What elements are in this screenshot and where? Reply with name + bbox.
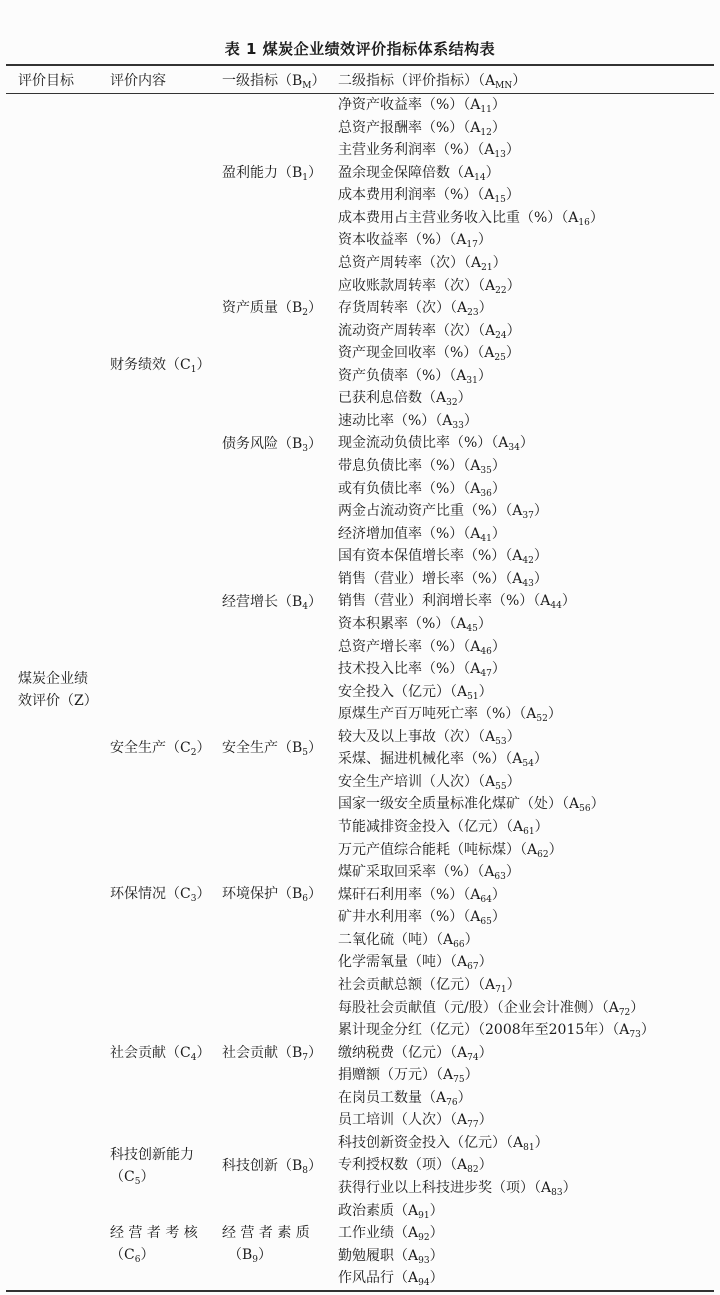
indicator-item: 节能减排资金投入（亿元）$(A_{61})$ [338,819,549,837]
indicator-item: 资本收益率$(\%)(A_{17})$ [338,232,492,251]
level1-cell: 安全生产$(B_5)$ [222,740,323,758]
indicator-item: 带息负债比率$(\%)(A_{35})$ [338,458,506,476]
indicator-item: 较大及以上事故（次）$(A_{53})$ [338,728,521,747]
indicator-item: 社会贡献总额（亿元）$(A_{71})$ [338,976,521,995]
indicator-item: 现金流动负债比率$(\%)(A_{34})$ [338,435,534,454]
indicator-item: 在岗员工数量$(A_{76})$ [338,1089,472,1108]
indicator-item: 专利授权数（项）$(A_{82})$ [338,1157,493,1176]
indicator-item: 科技创新资金投入（亿元）$(A_{81})$ [338,1134,549,1153]
level1-cell: 债务风险$(B_3)$ [222,436,323,454]
indicator-item: 资产现金回收率$(\%)(A_{25})$ [338,345,520,364]
indicator-item: 国家一级安全质量标准化煤矿（处）$(A_{56})$ [338,796,605,815]
indicator-item: 速动比率$(\%)(A_{33})$ [338,412,478,431]
indicator-item: 总资产增长率$(\%)(A_{46})$ [338,638,506,657]
indicator-item: 成本费用利润率$(\%)(A_{15})$ [338,187,520,206]
level1-cell: 科技创新$(B_8)$ [222,1158,323,1176]
content-cell: 财务绩效$(C_1)$ [110,357,211,375]
indicator-item: 净资产收益率$(\%)(A_{11})$ [338,97,506,115]
indicator-item: 勤勉履职$(A_{93})$ [338,1247,444,1266]
content-cell: 安全生产$(C_2)$ [110,740,211,758]
indicator-item: 资产负债率$(\%)(A_{31})$ [338,367,492,386]
indicator-item: 两金占流动资产比重$(\%)(A_{37})$ [338,503,548,522]
indicator-item: 已获利息倍数$(A_{32})$ [338,390,472,409]
indicator-item: 经济增加值率$(\%)(A_{41})$ [338,525,506,544]
indicator-item: 获得行业以上科技进步奖（项）$(A_{83})$ [338,1180,577,1198]
indicator-item: 应收账款周转率（次）$(A_{22})$ [338,277,521,296]
indicator-item: 化学需氧量（吨）$(A_{67})$ [338,954,493,973]
header-level1: 一级指标$(B_M)$ [222,73,326,91]
indicator-item: 存货周转率（次）$(A_{23})$ [338,300,493,319]
indicator-item: 安全投入（亿元）$(A_{51})$ [338,683,493,702]
level1-cell: 社会贡献$(B_7)$ [222,1045,323,1063]
content-cell: 经 营 者 考 核 $(C_6)$ [110,1225,198,1265]
indicator-item: 国有资本保值增长率$(\%)(A_{42})$ [338,548,548,567]
content-cell: 环保情况$(C_3)$ [110,886,211,904]
indicator-item: 安全生产培训（人次）$(A_{55})$ [338,773,521,792]
indicator-item: 技术投入比率$(\%)(A_{47})$ [338,661,506,680]
indicator-item: 煤矸石利用率$(\%)(A_{64})$ [338,886,506,905]
indicator-item: 原煤生产百万吨死亡率$(\%)(A_{52})$ [338,706,562,725]
indicator-item: 煤矿采取回采率$(\%)(A_{63})$ [338,864,520,883]
indicator-item: 总资产报酬率$(\%)(A_{12})$ [338,119,506,138]
header-goal: 评价目标 [18,73,74,89]
header-level2: 二级指标（评价指标）$(A_{MN})$ [338,73,527,91]
level1-cell: 资产质量$(B_2)$ [222,300,323,318]
indicator-item: 盈余现金保障倍数$(A_{14})$ [338,164,500,183]
bottom-rule [6,1290,714,1292]
indicator-item: 或有负债比率$(\%)(A_{36})$ [338,480,506,499]
indicator-item: 资本积累率$(\%)(A_{45})$ [338,615,492,634]
indicator-item: 工作业绩$(A_{92})$ [338,1225,444,1244]
indicator-item: 销售（营业）增长率$(\%)(A_{43})$ [338,570,548,589]
indicator-item: 累计现金分红（亿元）（2008年至2015年）$(A_{73})$ [338,1022,655,1041]
content-cell: 社会贡献$(C_4)$ [110,1045,211,1063]
indicator-item: 每股社会贡献值（元/股）（企业会计准侧）$(A_{72})$ [338,999,645,1018]
indicator-item: 政治素质$(A_{91})$ [338,1202,444,1221]
indicator-item: 万元产值综合能耗（吨标煤）$(A_{62})$ [338,841,563,860]
indicator-item: 二氧化硫（吨）$(A_{66})$ [338,931,479,950]
indicator-item: 销售（营业）利润增长率$(\%)(A_{44})$ [338,593,576,612]
level1-cell: 环境保护$(B_6)$ [222,886,323,904]
indicator-item: 矿井水利用率$(\%)(A_{65})$ [338,909,506,928]
indicator-item: 作风品行$(A_{94})$ [338,1270,444,1289]
goal-cell: 煤炭企业绩 效评价（Z） [18,671,98,709]
top-rule [6,64,714,66]
indicator-item: 缴纳税费（亿元）$(A_{74})$ [338,1044,493,1063]
level1-cell: 经 营 者 素 质 $(B_9)$ [222,1225,310,1265]
header-content: 评价内容 [110,73,166,89]
indicator-item: 捐赠额（万元）$(A_{75})$ [338,1067,479,1086]
indicator-item: 总资产周转率（次）$(A_{21})$ [338,254,507,273]
indicator-item: 成本费用占主营业务收入比重$(\%)(A_{16})$ [338,209,604,228]
level1-cell: 经营增长$(B_4)$ [222,594,323,612]
indicator-item: 主营业务利润率$(\%)(A_{13})$ [338,142,520,161]
content-cell: 科技创新能力 $(C_5)$ [110,1147,194,1187]
indicator-item: 采煤、掘进机械化率$(\%)(A_{54})$ [338,751,548,770]
table-title: 表 1 煤炭企业绩效评价指标体系结构表 [224,40,496,58]
indicator-item: 流动资产周转率（次）$(A_{24})$ [338,322,521,341]
indicator-list [338,94,655,1290]
indicator-item: 员工培训（人次）$(A_{77})$ [338,1112,493,1131]
level1-cell: 盈利能力$(B_1)$ [222,165,323,183]
